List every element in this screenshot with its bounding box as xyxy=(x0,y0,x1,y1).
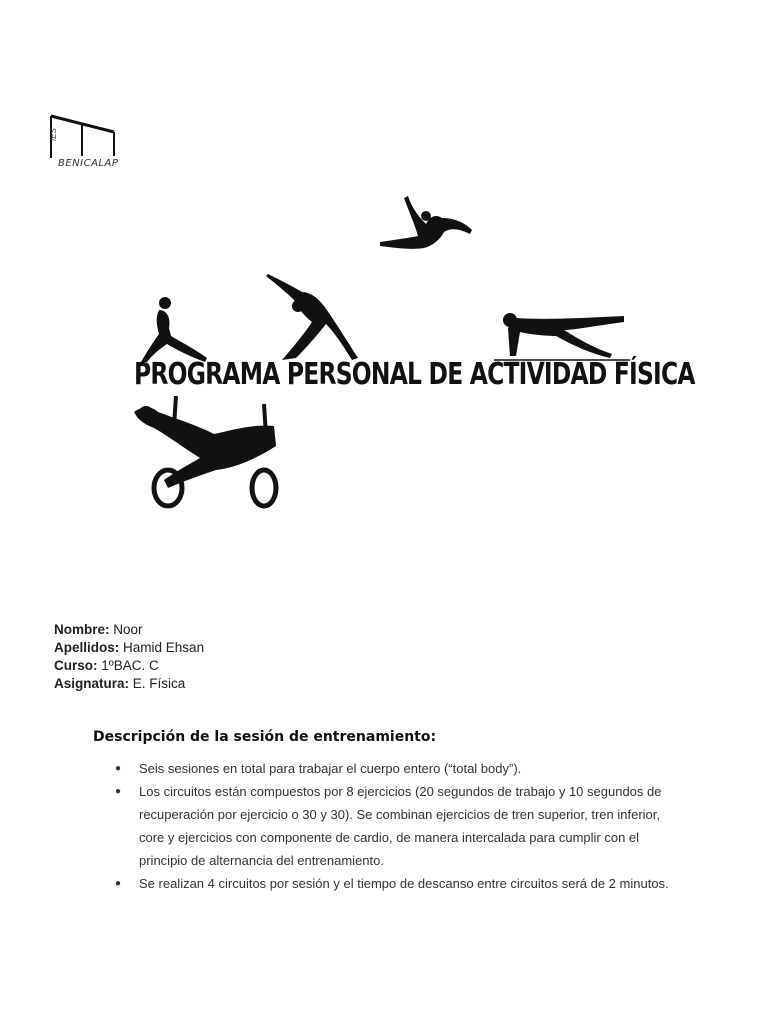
list-item: ● Se realizan 4 circuitos por sesión y el tiempo de descanso entre circuitos será de 2 minutos. xyxy=(115,872,675,895)
course-row xyxy=(54,657,204,675)
subject-label: Asignatura: xyxy=(54,676,130,691)
course-label: Curso: xyxy=(54,658,98,673)
name-row xyxy=(54,621,204,639)
description-heading: Descripción de la sesión de entrenamiento: xyxy=(93,729,437,745)
subject-value: E. Física xyxy=(132,676,186,691)
rings-silhouette-icon xyxy=(134,396,280,510)
side-stretch-silhouette-icon xyxy=(264,272,362,362)
plank-silhouette-icon xyxy=(494,310,630,364)
logo-text-benicalap: BENICALAP xyxy=(58,158,119,169)
leap-silhouette-icon xyxy=(378,194,474,254)
surname-value: Hamid Ehsan xyxy=(123,640,205,655)
page-title: PROGRAMA PERSONAL DE ACTIVIDAD FÍSICA xyxy=(134,357,695,392)
subject-row xyxy=(54,675,204,693)
student-info xyxy=(54,621,204,693)
name-label: Nombre: xyxy=(54,622,110,637)
list-item: ● Seis sesiones en total para trabajar el cuerpo entero (“total body”). xyxy=(115,757,675,780)
list-item: ● Los circuitos están compuestos por 8 ejercicios (20 segundos de trabajo y 10 segundos de recuperación por ejercicio o 30 y 30). Se combinan ejercicios de tren superior, tren inferior, core y ejercicios con componente de cardio, de manera intercalada para cumplir con el principio de alternancia del entrenamiento. xyxy=(115,780,675,872)
name-value: Noor xyxy=(113,622,143,637)
logo-text-ies: IES xyxy=(49,128,58,141)
lunge-silhouette-icon xyxy=(137,296,211,366)
course-value: 1ºBAC. C xyxy=(101,658,159,673)
surname-row xyxy=(54,639,204,657)
description-list xyxy=(115,757,675,895)
surname-label: Apellidos: xyxy=(54,640,120,655)
